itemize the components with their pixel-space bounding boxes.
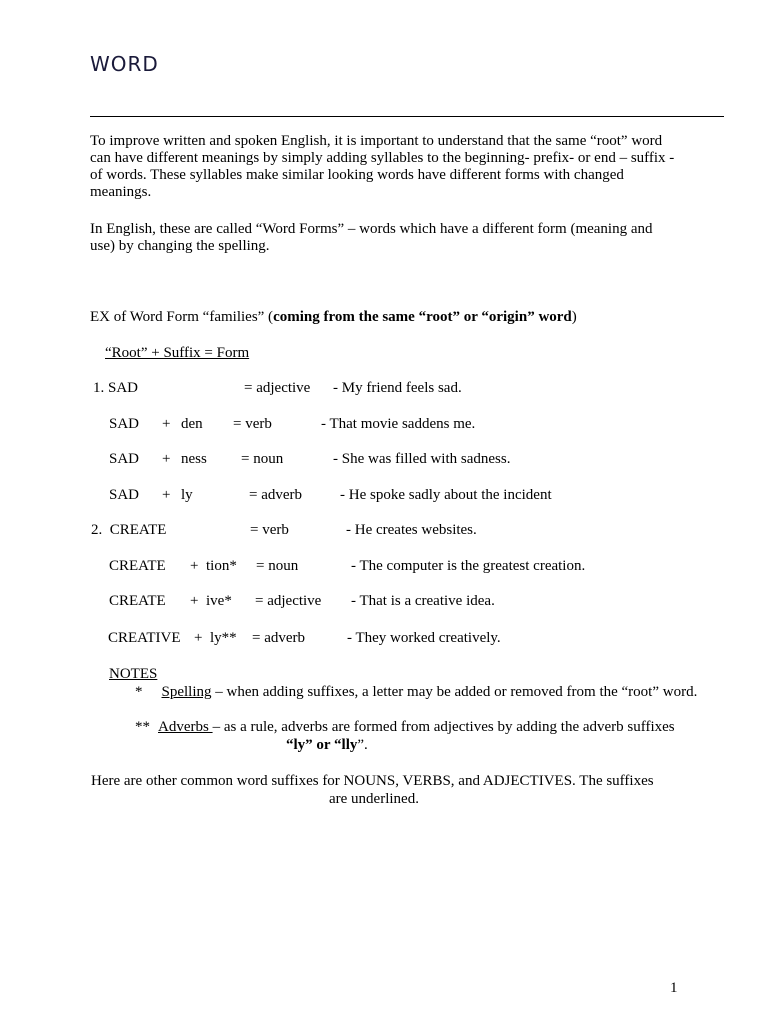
- example-heading: [90, 309, 577, 326]
- row-root: CREATE: [109, 593, 166, 609]
- closing-line: Here are other common word suffixes for NOUNS, VERBS, and ADJECTIVES. The suffixes: [91, 773, 654, 789]
- row-form: = adjective: [244, 380, 311, 396]
- row-plus: +: [162, 451, 171, 467]
- row-root: SAD: [109, 487, 140, 503]
- row-example: - He spoke sadly about the incident: [340, 487, 552, 503]
- note-spelling: [135, 684, 697, 701]
- notes-heading: NOTES: [109, 666, 158, 682]
- row-example: - They worked creatively.: [347, 630, 501, 646]
- row-form: = adverb: [249, 487, 303, 503]
- row-example: - He creates websites.: [346, 522, 477, 538]
- word-forms-line: In English, these are called “Word Forms” – words which have a different form (meaning and: [90, 221, 653, 237]
- row-suffix: ly**: [210, 630, 237, 646]
- row-suffix: den: [181, 416, 203, 432]
- note-text: – as a rule, adverbs are formed from adjectives by adding the adverb suffixes: [212, 719, 675, 735]
- note-marker: **: [135, 719, 150, 735]
- row-example: - My friend feels sad.: [333, 380, 462, 396]
- example-heading-bold: coming from the same “root” or “origin” word: [273, 309, 572, 325]
- row-form: = adverb: [252, 630, 306, 646]
- row-example: - That is a creative idea.: [351, 593, 495, 609]
- closing-line: are underlined.: [329, 791, 419, 807]
- row-plus: +: [162, 487, 171, 503]
- row-example: - She was filled with sadness.: [333, 451, 511, 467]
- example-heading-prefix: EX of Word Form “families” (: [90, 309, 274, 325]
- note-text: – when adding suffixes, a letter may be added or removed from the “root” word.: [211, 684, 698, 700]
- row-form: = adjective: [255, 593, 322, 609]
- row-root: SAD: [109, 451, 140, 467]
- row-form: = noun: [241, 451, 284, 467]
- row-plus: +: [190, 558, 199, 574]
- note-suffixes-bold: “ly” or “lly: [286, 737, 358, 753]
- intro-line: To improve written and spoken English, it is important to understand that the same “root” word: [90, 133, 663, 149]
- row-suffix: tion*: [206, 558, 237, 574]
- note-term: Spelling: [161, 684, 212, 700]
- formula: “Root” + Suffix = Form: [105, 345, 250, 361]
- note-adverbs-suffixes: [286, 737, 368, 754]
- word-forms-line: use) by changing the spelling.: [90, 238, 270, 254]
- note-suffixes-end: ”.: [357, 737, 368, 753]
- intro-paragraph: [90, 133, 690, 201]
- row-example: - That movie saddens me.: [321, 416, 476, 432]
- page-title: WORD: [90, 52, 159, 76]
- row-plus: +: [194, 630, 203, 646]
- note-marker: *: [135, 684, 143, 700]
- example-heading-suffix: ): [571, 309, 577, 325]
- row-root: 1. SAD: [93, 380, 139, 396]
- note-term: Adverbs: [158, 719, 213, 735]
- row-example: - The computer is the greatest creation.: [351, 558, 586, 574]
- row-root: 2. CREATE: [91, 522, 167, 538]
- row-root: CREATIVE: [108, 630, 181, 646]
- title-divider: [90, 116, 724, 117]
- intro-line: can have different meanings by simply adding syllables to the beginning- prefix- or end – suffix -: [90, 150, 675, 166]
- note-adverbs: [135, 719, 675, 736]
- page-number: 1: [670, 980, 678, 996]
- row-suffix: ness: [181, 451, 207, 467]
- row-suffix: ive*: [206, 593, 232, 609]
- row-form: = noun: [256, 558, 299, 574]
- intro-line: of words. These syllables make similar looking words have different forms with changed: [90, 167, 624, 183]
- row-form: = verb: [233, 416, 272, 432]
- row-plus: +: [162, 416, 171, 432]
- row-form: = verb: [250, 522, 289, 538]
- row-root: SAD: [109, 416, 140, 432]
- intro-line: meanings.: [90, 184, 152, 200]
- row-suffix: ly: [181, 487, 193, 503]
- row-root: CREATE: [109, 558, 166, 574]
- word-forms-paragraph: [90, 221, 690, 255]
- row-plus: +: [190, 593, 199, 609]
